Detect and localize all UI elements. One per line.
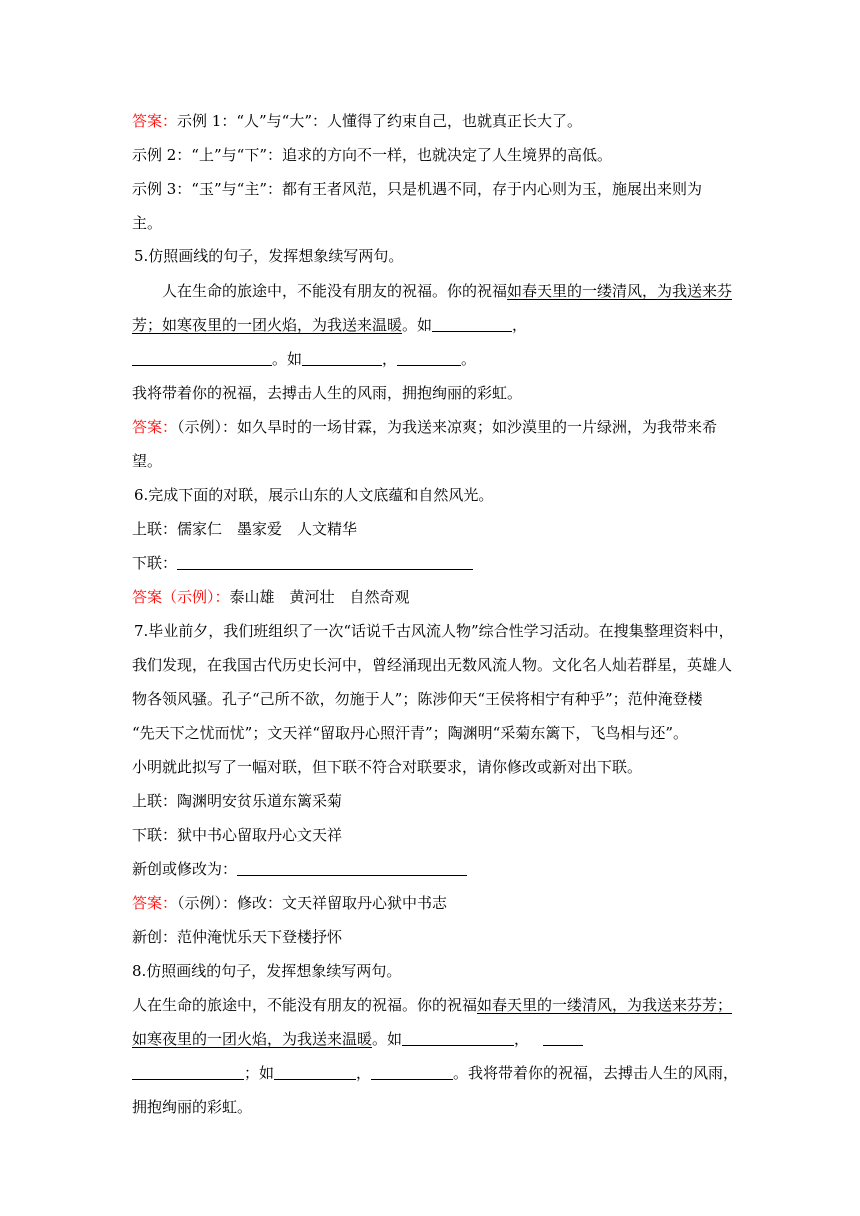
q5-underlined-sentence-cont: 芳；如寒夜里的一团火焰，为我送来温暖 — [132, 316, 403, 334]
q4-example-2: 示例 2：“上”与“下”：追求的方向不一样，也就决定了人生境界的高低。 — [132, 146, 612, 164]
q8-text: 。如 — [372, 1030, 403, 1048]
q5-text: 。如 — [402, 316, 433, 334]
q8-blank-5[interactable] — [371, 1063, 453, 1080]
q8-underlined-sentence-cont: 如寒夜里的一团火焰，为我送来温暖 — [132, 1030, 373, 1048]
q6-blank[interactable] — [177, 553, 473, 570]
q8-blank-4[interactable] — [274, 1063, 356, 1080]
q5-underlined-sentence: 如春天里的一缕清风，为我送来芬 — [507, 282, 733, 300]
q5-answer — [132, 417, 732, 437]
q8-text: 。我将带着你的祝福，去搏击人生的风雨， — [453, 1064, 739, 1082]
q7-upper-couplet: 上联：陶渊明安贫乐道东篱采菊 — [132, 792, 343, 810]
q8-blank-1[interactable] — [402, 1029, 514, 1046]
q7-line-1: 7.毕业前夕，我们班组织了一次“话说千古风流人物”综合性学习活动。在搜集整理资料中， — [134, 622, 734, 640]
q5-blank-3[interactable] — [302, 349, 382, 366]
q8-comma: ， — [356, 1064, 372, 1082]
q8-text: 人在生命的旅途中，不能没有朋友的祝福。你的祝福 — [132, 996, 478, 1014]
q7-line-2: 我们发现，在我国古代历史长河中，曾经涌现出无数风流人物。文化名人灿若群星，英雄人 — [132, 656, 733, 674]
answer-label: 答案： — [132, 418, 178, 436]
answer-label: 答案： — [132, 112, 178, 130]
q5-blank-2[interactable] — [132, 349, 272, 366]
q5-paragraph-line-3 — [132, 349, 732, 369]
q8-blank-3[interactable] — [132, 1063, 244, 1080]
q7-answer-text: （示例）：修改：文天祥留取丹心狱中书志 — [177, 894, 448, 912]
q5-period: 。 — [461, 350, 477, 368]
q8-line-3 — [132, 1063, 739, 1083]
q7-line-4: “先天下之忧而忧”；文天祥“留取丹心照汗青”；陶渊明“采菊东篱下，飞鸟相与还”。 — [132, 724, 689, 742]
q7-new-line — [132, 859, 732, 879]
q4-answer-line-1 — [132, 111, 732, 131]
q5-text: 。如 — [272, 350, 303, 368]
q5-title: 5.仿照画线的句子，发挥想象续写两句。 — [134, 247, 404, 265]
q4-example-1: 示例 1：“人”与“大”：人懂得了约束自己，也就真正长大了。 — [177, 112, 583, 130]
q7-new-answer: 新创：范仲淹忧乐天下登楼抒怀 — [132, 928, 343, 946]
q5-blank-4[interactable] — [397, 349, 461, 366]
q5-paragraph-line-4: 我将带着你的祝福，去搏击人生的风雨，拥抱绚丽的彩虹。 — [132, 384, 523, 402]
q8-underlined-sentence: 如春天里的一缕清风，为我送来芬芳； — [477, 996, 733, 1014]
q5-blank-1[interactable] — [432, 315, 512, 332]
answer-example-label: 答案（示例）： — [132, 588, 230, 606]
q5-comma: ， — [382, 350, 398, 368]
q7-line-3: 物各领风骚。孔子“己所不欲，勿施于人”；陈涉仰天“王侯将相宁有种乎”；范仲淹登楼 — [132, 690, 703, 708]
q6-answer — [132, 587, 732, 607]
q5-paragraph-line-2 — [132, 315, 732, 335]
q8-title: 8.仿照画线的句子，发挥想象续写两句。 — [132, 962, 402, 980]
q6-lower-label: 下联： — [132, 554, 178, 572]
q4-example-3: 示例 3：“玉”与“主”：都有王者风范，只是机遇不同，存于内心则为玉，施展出来则为 — [132, 180, 702, 198]
q6-lower-couplet — [132, 553, 732, 573]
q7-blank[interactable] — [237, 859, 467, 876]
q7-answer — [132, 893, 732, 913]
q6-answer-text: 泰山雄 黄河壮 自然奇观 — [229, 588, 410, 606]
q5-answer-text: （示例）：如久旱时的一场甘霖，为我送来凉爽；如沙漠里的一片绿洲，为我带来希 — [177, 418, 718, 436]
q8-blank-2[interactable] — [543, 1029, 583, 1046]
q4-example-3-cont: 主。 — [132, 214, 163, 232]
q7-new-label: 新创或修改为： — [132, 860, 238, 878]
q5-answer-cont: 望。 — [132, 452, 163, 470]
q8-text: ；如 — [244, 1064, 275, 1082]
q8-comma: ， — [514, 1030, 530, 1048]
q5-text: 人在生命的旅途中，不能没有朋友的祝福。你的祝福 — [162, 282, 508, 300]
q8-line-1 — [132, 995, 732, 1015]
q6-upper-couplet: 上联：儒家仁 墨家爱 人文精华 — [132, 520, 358, 538]
answer-label: 答案： — [132, 894, 178, 912]
q8-line-4: 拥抱绚丽的彩虹。 — [132, 1098, 253, 1116]
q5-paragraph-line-1 — [162, 281, 762, 301]
q5-comma: ， — [512, 316, 528, 334]
q6-title: 6.完成下面的对联，展示山东的人文底蕴和自然风光。 — [134, 486, 494, 504]
q8-line-2 — [132, 1029, 732, 1049]
q7-lower-couplet: 下联：狱中书心留取丹心文天祥 — [132, 826, 343, 844]
q7-line-5: 小明就此拟写了一幅对联，但下联不符合对联要求，请你修改或新对出下联。 — [132, 758, 643, 776]
